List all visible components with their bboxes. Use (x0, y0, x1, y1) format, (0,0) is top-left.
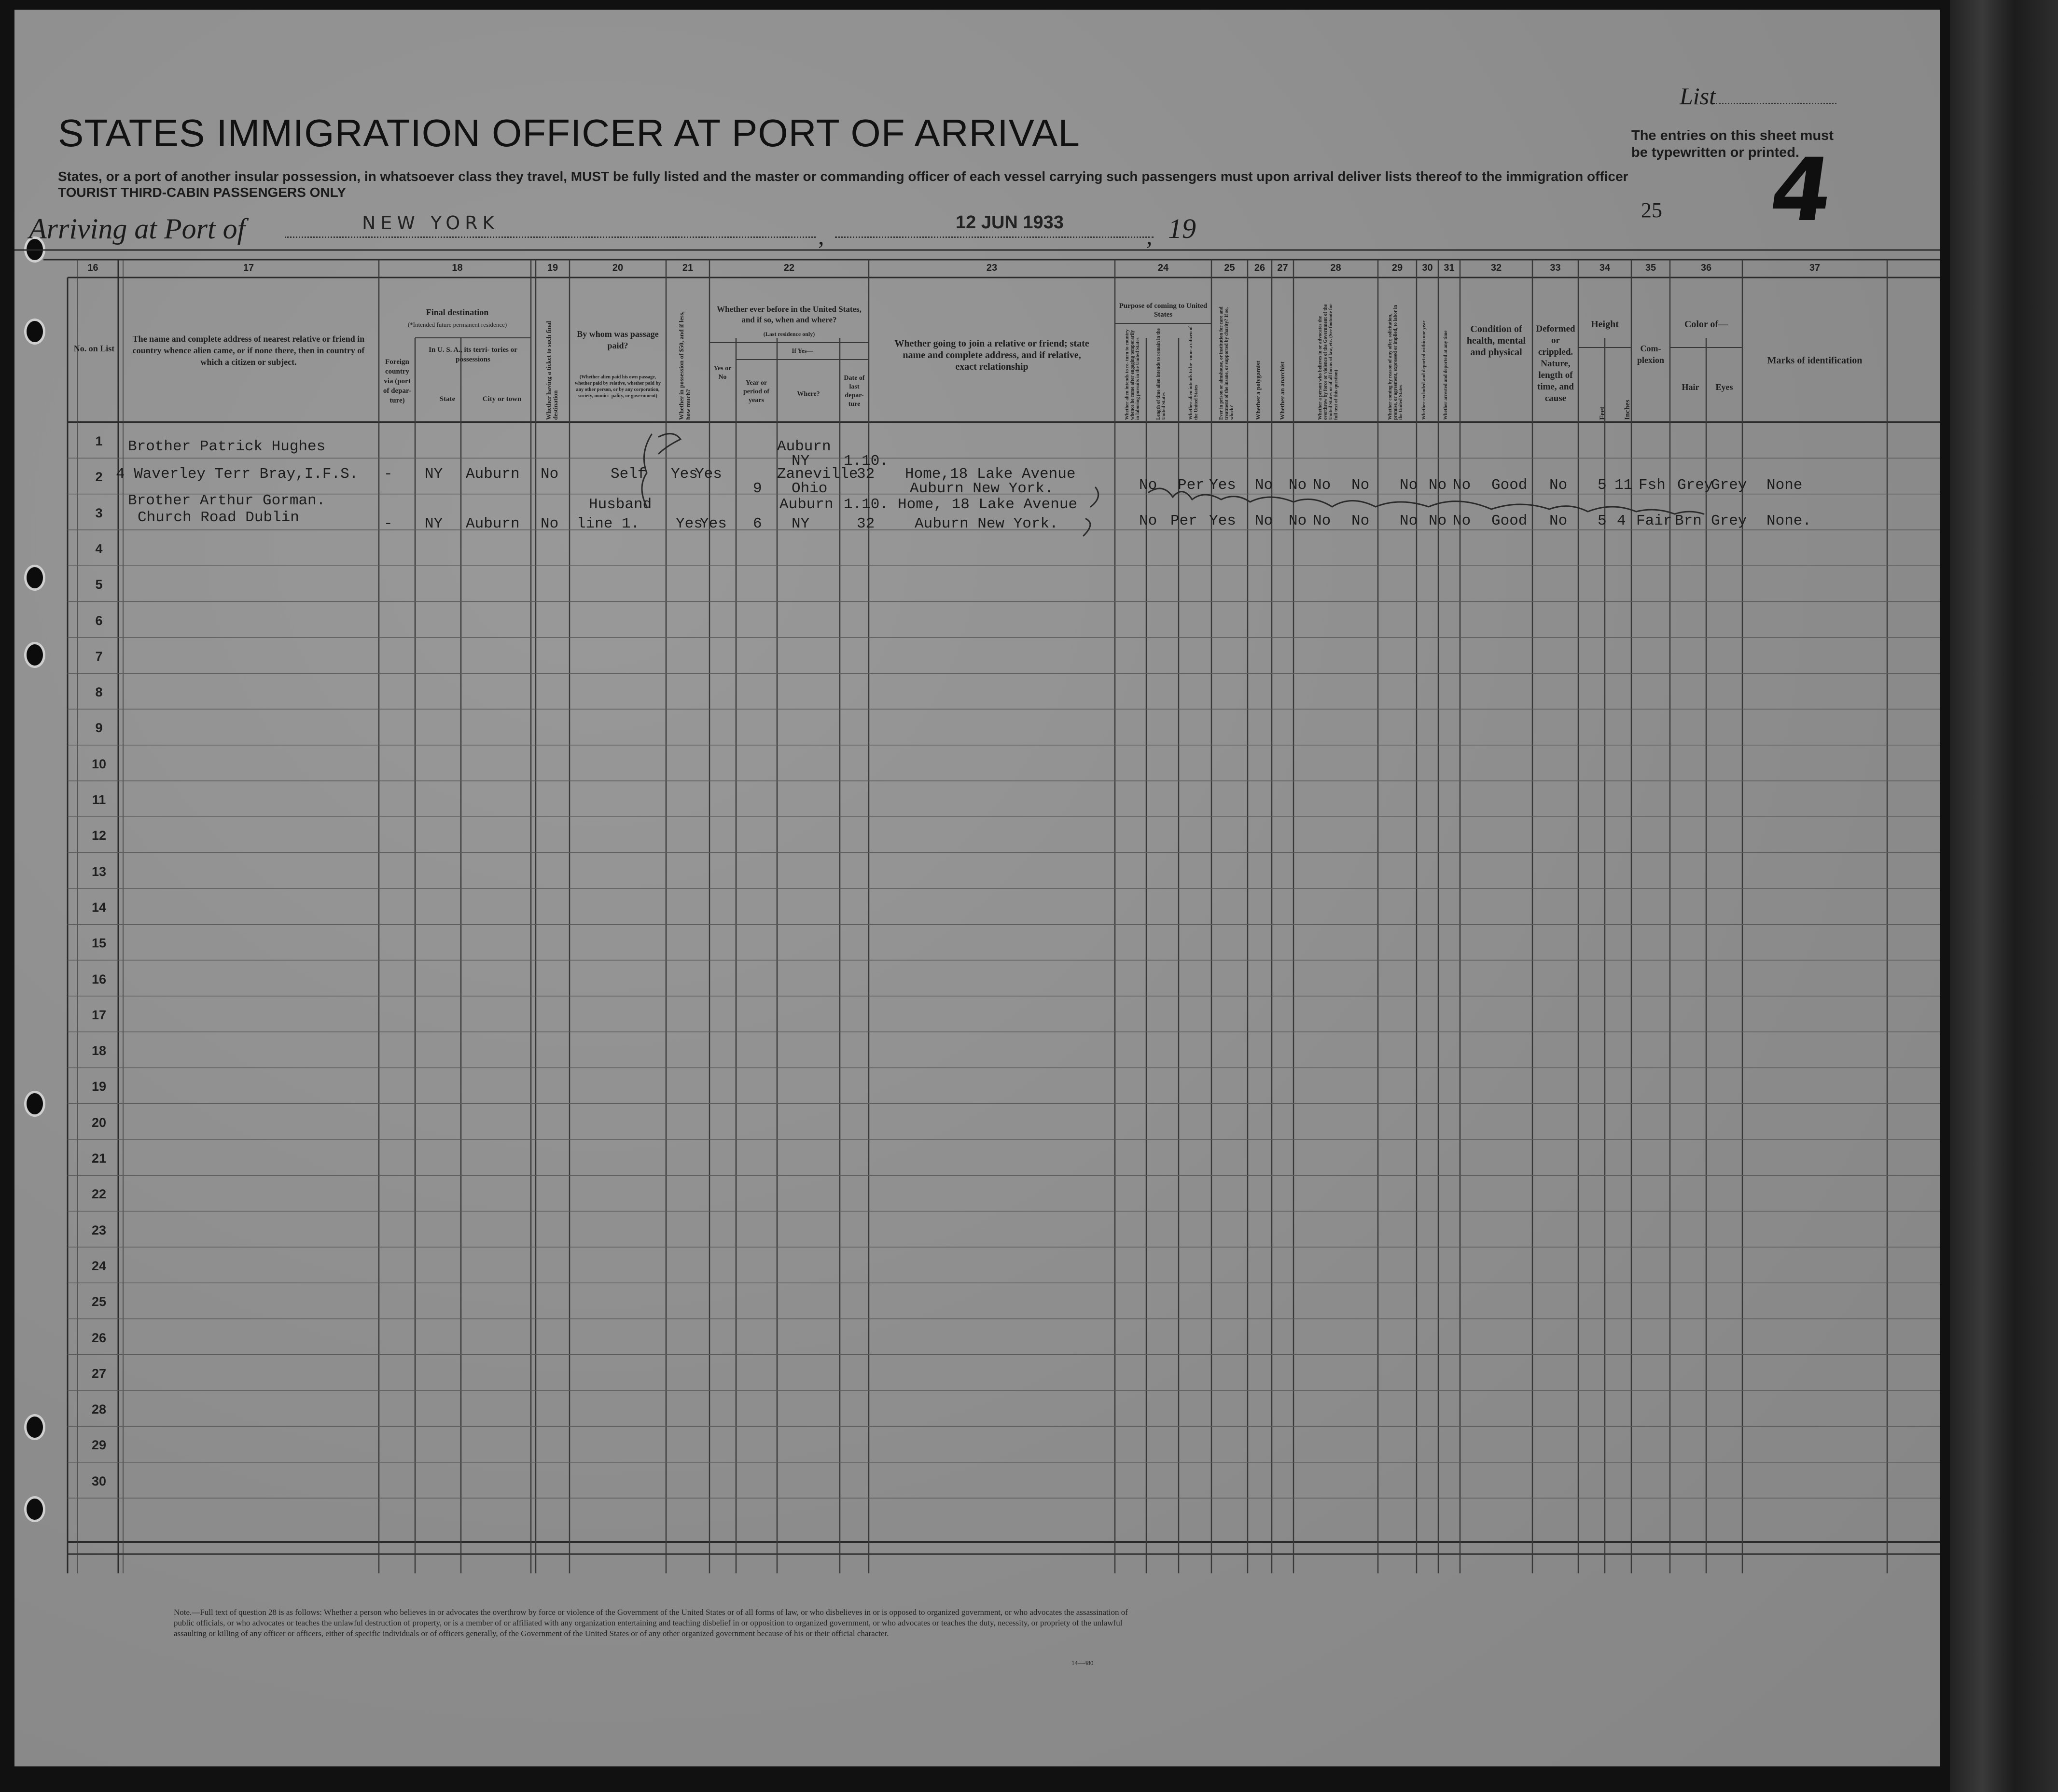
marks: None (1766, 477, 1803, 494)
row-number: 6 (95, 613, 103, 628)
row-number: 16 (91, 972, 107, 986)
purpose-length: Per (1178, 477, 1205, 494)
where-line-2: NY (792, 515, 810, 532)
hdr-ever-before: Whether ever before in the United States, and if so, when and where? (717, 305, 862, 324)
hdr-inches: Inches (1624, 400, 1631, 420)
colnum-26: 26 (1254, 263, 1265, 273)
row-number: 23 (91, 1222, 107, 1237)
row-number: 1 (95, 434, 103, 448)
join-line-1: Home, 18 Lake Avenue (898, 496, 1078, 513)
purpose-citizen: Yes (1209, 513, 1236, 529)
pen-tick (1091, 487, 1099, 507)
hdr-deformed: Deformed or crippled. Nature, length of time, and cause (1536, 324, 1575, 403)
colnum-19: 19 (547, 263, 558, 273)
relative-address: 4 Waverley Terr Bray,I.F.S. (116, 466, 359, 483)
hdr-foreign-country: Foreign country via (port of depar- ture) (383, 358, 412, 404)
entries-note-1: The entries on this sheet must (1631, 128, 1834, 143)
page-title: STATES IMMIGRATION OFFICER AT PORT OF ARRIVAL (58, 111, 1080, 154)
hdr-overthrow: Whether a person who believes in or advocates the overthrow by force or violence of the Government of the United States or of all forms of law, etc. (See footnote for full text of this question) (1318, 304, 1339, 420)
hdr-join-relative: Whether going to join a relative or friend; state name and complete address, and if relative, exact relationship (894, 338, 1089, 372)
hdr-in-usa: In U. S. A., its terri- tories or possessions (429, 346, 517, 363)
row-number: 18 (91, 1043, 107, 1058)
ticket: No (541, 466, 559, 483)
date-stamp: 12 JUN 1933 (956, 212, 1064, 233)
where-line-1: Auburn (777, 438, 831, 455)
purpose-return: No (1139, 513, 1157, 529)
row-number: 2 (95, 470, 103, 485)
relative-name: Brother Patrick Hughes (128, 438, 326, 455)
hdr-city: City or town (482, 395, 522, 403)
row-number: 8 (95, 685, 103, 700)
arrested: No (1453, 513, 1471, 529)
row-number: 5 (95, 577, 103, 592)
foreign-country: - (384, 466, 393, 483)
colnum-29: 29 (1391, 263, 1403, 273)
binding-spine (1950, 0, 2058, 1792)
where-line-2: NY (792, 453, 810, 470)
years: 6 (753, 515, 762, 532)
row-number: 24 (91, 1258, 107, 1273)
date-line-1: 1.10. (844, 453, 889, 470)
colnum-22: 22 (783, 263, 795, 273)
hdr-excluded: Whether excluded and deported within one year (1421, 320, 1427, 420)
colnum-33: 33 (1550, 263, 1561, 273)
where-line-3: Zaneville (777, 466, 858, 483)
entries-note-2: be typewritten or printed. (1631, 145, 1800, 160)
height-inches: 11 (1614, 477, 1633, 494)
polygamist: No (1289, 477, 1307, 494)
hdr-final-destination: Final destination (426, 307, 489, 317)
money: Yes (671, 466, 698, 483)
hdr-color-of: Color of— (1684, 319, 1728, 330)
row-number: 14 (91, 900, 107, 915)
complexion: Fsh (1639, 477, 1666, 494)
health: Good (1491, 513, 1528, 529)
hdr-yes-no: Yes or No (713, 365, 732, 381)
prison: No (1255, 513, 1273, 529)
colnum-37: 37 (1809, 263, 1821, 273)
sheet-number: 4 (1764, 140, 1839, 241)
row-number: 13 (91, 864, 107, 879)
state: NY (425, 515, 443, 532)
date-line-2: 32 (857, 466, 875, 483)
purpose-length: Per (1170, 513, 1197, 529)
hair: Grey (1677, 477, 1713, 494)
instruction-line-1: States, or a port of another insular possession, in whatsoever class they travel, MUST be fully listed and the master or commanding officer of each vessel carrying such passengers must upon arrival deliver lists thereof to the immigration officer (58, 169, 1628, 184)
labor-offer: No (1400, 513, 1418, 529)
row-number: 3 (95, 505, 103, 520)
deformed: No (1549, 477, 1568, 494)
row-number: 29 (91, 1438, 107, 1453)
hdr-purpose-citizen: Whether alien intends to be- come a citizen of the United States (1188, 326, 1199, 420)
height-feet: 5 (1598, 513, 1607, 529)
colnum-23: 23 (986, 263, 998, 273)
colnum-17: 17 (243, 263, 254, 273)
hdr-purpose-length: Length of time alien intends to remain in the United States (1156, 328, 1167, 420)
hdr-if-yes: If Yes— (792, 347, 813, 354)
hdr-state: State (439, 395, 456, 403)
paid-by: Self (611, 466, 647, 483)
hdr-feet: Feet (1599, 406, 1606, 420)
colnum-31: 31 (1444, 263, 1455, 273)
number-25: 25 (1641, 198, 1662, 222)
port-name: NEW YORK (362, 212, 500, 234)
arriving-label: Arriving at Port of (29, 213, 246, 245)
row-number: 15 (91, 936, 107, 951)
colnum-24: 24 (1157, 263, 1169, 273)
paid-by-line-2: line 1. (577, 515, 640, 532)
colnum-25: 25 (1224, 263, 1235, 273)
pen-tick (1084, 519, 1090, 536)
hdr-labor-offer: Whether coming by reason of any offer, solicitation, promise, or agreement, expressed or implied, to labor in the United States (1388, 305, 1404, 420)
health: Good (1491, 477, 1528, 494)
row-number: 27 (91, 1366, 107, 1381)
hdr-ever-before-note: (Last residence only) (763, 331, 815, 337)
instruction-line-2: TOURIST THIRD-CABIN PASSENGERS ONLY (58, 185, 346, 200)
city: Auburn (466, 515, 520, 532)
arrested: No (1453, 477, 1471, 494)
excluded: No (1429, 477, 1447, 494)
polygamist: No (1289, 513, 1307, 529)
join-line-1: Home,18 Lake Avenue (905, 466, 1076, 483)
years: 9 (753, 480, 762, 497)
footnote: Note.—Full text of question 28 is as follows: Whether a person who believes in or advocates the overthrow by force or violence of the Government of the United States or of all forms of law, or who disbelieves in or is opposed to organized government, or who advocates the assassination of public officials, or who advocates or teaches the unlawful destruction of property, or is a member of or affiliated with any organization entertaining and teaching disbelief in or opposition to organized government, or who advocates or teaches the duty, necessity, or propriety of the unlawful assaulting or killing of any officer or officers, either of specific individuals or of officers generally, of the Government of the United States or of any other organized government because of his or their official character. (174, 1608, 1128, 1638)
row-number: 17 (91, 1007, 107, 1022)
hdr-purpose: Purpose of coming to United States (1119, 302, 1208, 319)
join-line-2: Auburn New York. (910, 480, 1054, 497)
marks: None. (1766, 513, 1812, 529)
colnum-32: 32 (1490, 263, 1502, 273)
hdr-arrested: Whether arrested and deported at any time (1443, 330, 1448, 420)
hdr-prison: Ever in prison or almshouse, or institution for care and treatment of the insane, or supported by charity? If so, which? (1219, 306, 1235, 420)
row-number: 19 (91, 1079, 107, 1094)
ticket: No (541, 515, 559, 532)
row-number: 21 (91, 1151, 107, 1166)
pen-bracket (642, 434, 652, 507)
overthrow: No (1351, 477, 1370, 494)
date-line-1: 1.10. (844, 496, 889, 513)
row-number: 4 (95, 541, 103, 556)
row-number: 11 (92, 792, 106, 807)
where-line-1: Auburn (779, 496, 834, 513)
row-number: 9 (95, 721, 103, 736)
ever-before: Yes (695, 466, 722, 483)
hdr-height: Height (1591, 319, 1619, 330)
hdr-no-on-list: No. on List (73, 344, 115, 353)
hdr-hair: Hair (1682, 382, 1699, 392)
labor-offer: No (1400, 477, 1418, 494)
hdr-complexion: Com- plexion (1637, 344, 1664, 365)
hair: Brn (1675, 513, 1702, 529)
pen-scrawl-line (1149, 488, 1704, 514)
prison: No (1255, 477, 1273, 494)
colnum-28: 28 (1330, 263, 1341, 273)
eyes: Grey (1711, 513, 1747, 529)
hdr-eyes: Eyes (1715, 382, 1733, 392)
colnum-36: 36 (1700, 263, 1712, 273)
hdr-money: Whether in possession of $50, and if less, how much? (678, 311, 692, 420)
relative-address: Church Road Dublin (138, 509, 299, 526)
deformed: No (1549, 513, 1568, 529)
hdr-polygamist: Whether a polygamist (1254, 361, 1262, 420)
hdr-health: Condition of health, mental and physical (1466, 324, 1526, 358)
form-number: 14—480 (1071, 1659, 1094, 1667)
hdr-where: Where? (797, 390, 820, 398)
relative-name: Brother Arthur Gorman. (128, 492, 326, 509)
hdr-ticket: Whether having a ticket to such final destination (545, 321, 559, 420)
hdr-marks: Marks of identification (1767, 355, 1863, 366)
purpose-citizen: Yes (1209, 477, 1236, 494)
overthrow: No (1351, 513, 1370, 529)
colnum-34: 34 (1599, 263, 1611, 273)
colnum-35: 35 (1645, 263, 1656, 273)
list-label: List (1680, 83, 1716, 110)
eyes: Grey (1711, 477, 1747, 494)
row-number: 10 (91, 756, 107, 771)
colnum-18: 18 (452, 263, 463, 273)
row-number: 20 (91, 1115, 107, 1130)
ever-before: Yes (700, 515, 727, 532)
row-number: 7 (95, 649, 103, 664)
hdr-years: Year or period of years (743, 379, 770, 404)
complexion: Fair (1636, 513, 1672, 529)
row-number: 30 (91, 1473, 107, 1488)
row-number: 25 (91, 1294, 107, 1309)
hdr-purpose-return: Whether alien intends to re- turn to country whence he came after engaging temporarily in laboring pursuits in the United States (1125, 329, 1140, 420)
colnum-16: 16 (87, 263, 98, 273)
hdr-date-departure: Date of last depar- ture (844, 375, 865, 408)
comma-1: , (818, 222, 824, 250)
colnum-21: 21 (682, 263, 694, 273)
anarchist: No (1313, 513, 1331, 529)
comma-2: , (1146, 222, 1153, 250)
row-number: 12 (91, 828, 107, 843)
hdr-anarchist: Whether an anarchist (1279, 361, 1286, 420)
hdr-passage-paid-note: (Whether alien paid his own passage, whether paid by relative, whether paid by any other person, or by any corporation, society, munici- pality, or government) (574, 375, 661, 399)
row-number: 26 (91, 1330, 107, 1345)
hdr-relative: The name and complete address of nearest relative or friend in country whence alien came, or if none there, then in country of which a citizen or subject. (132, 334, 365, 367)
anarchist: No (1313, 477, 1331, 494)
colnum-27: 27 (1277, 263, 1288, 273)
purpose-return: No (1139, 477, 1157, 494)
row-number: 28 (91, 1402, 107, 1417)
colnum-30: 30 (1422, 263, 1433, 273)
excluded: No (1429, 513, 1447, 529)
date-line-2: 32 (857, 515, 875, 532)
state: NY (425, 466, 443, 483)
hdr-final-destination-note: (*Intended future permanent residence) (407, 321, 507, 328)
height-feet: 5 (1598, 477, 1607, 494)
height-inches: 4 (1617, 513, 1626, 529)
pen-mark (659, 434, 681, 454)
city: Auburn (466, 466, 520, 483)
handwritten-annotations (14, 10, 1940, 1766)
hdr-passage-paid: By whom was passage paid? (577, 329, 659, 350)
colnum-20: 20 (612, 263, 624, 273)
where-line-4: Ohio (792, 480, 828, 497)
foreign-country: - (384, 515, 393, 532)
money: Yes (676, 515, 703, 532)
row-number: 22 (91, 1187, 107, 1202)
manifest-page (14, 10, 1940, 1766)
year-prefix: 19 (1168, 213, 1196, 244)
join-line-2: Auburn New York. (915, 515, 1058, 532)
paid-by-line-1: Husband (589, 496, 652, 513)
